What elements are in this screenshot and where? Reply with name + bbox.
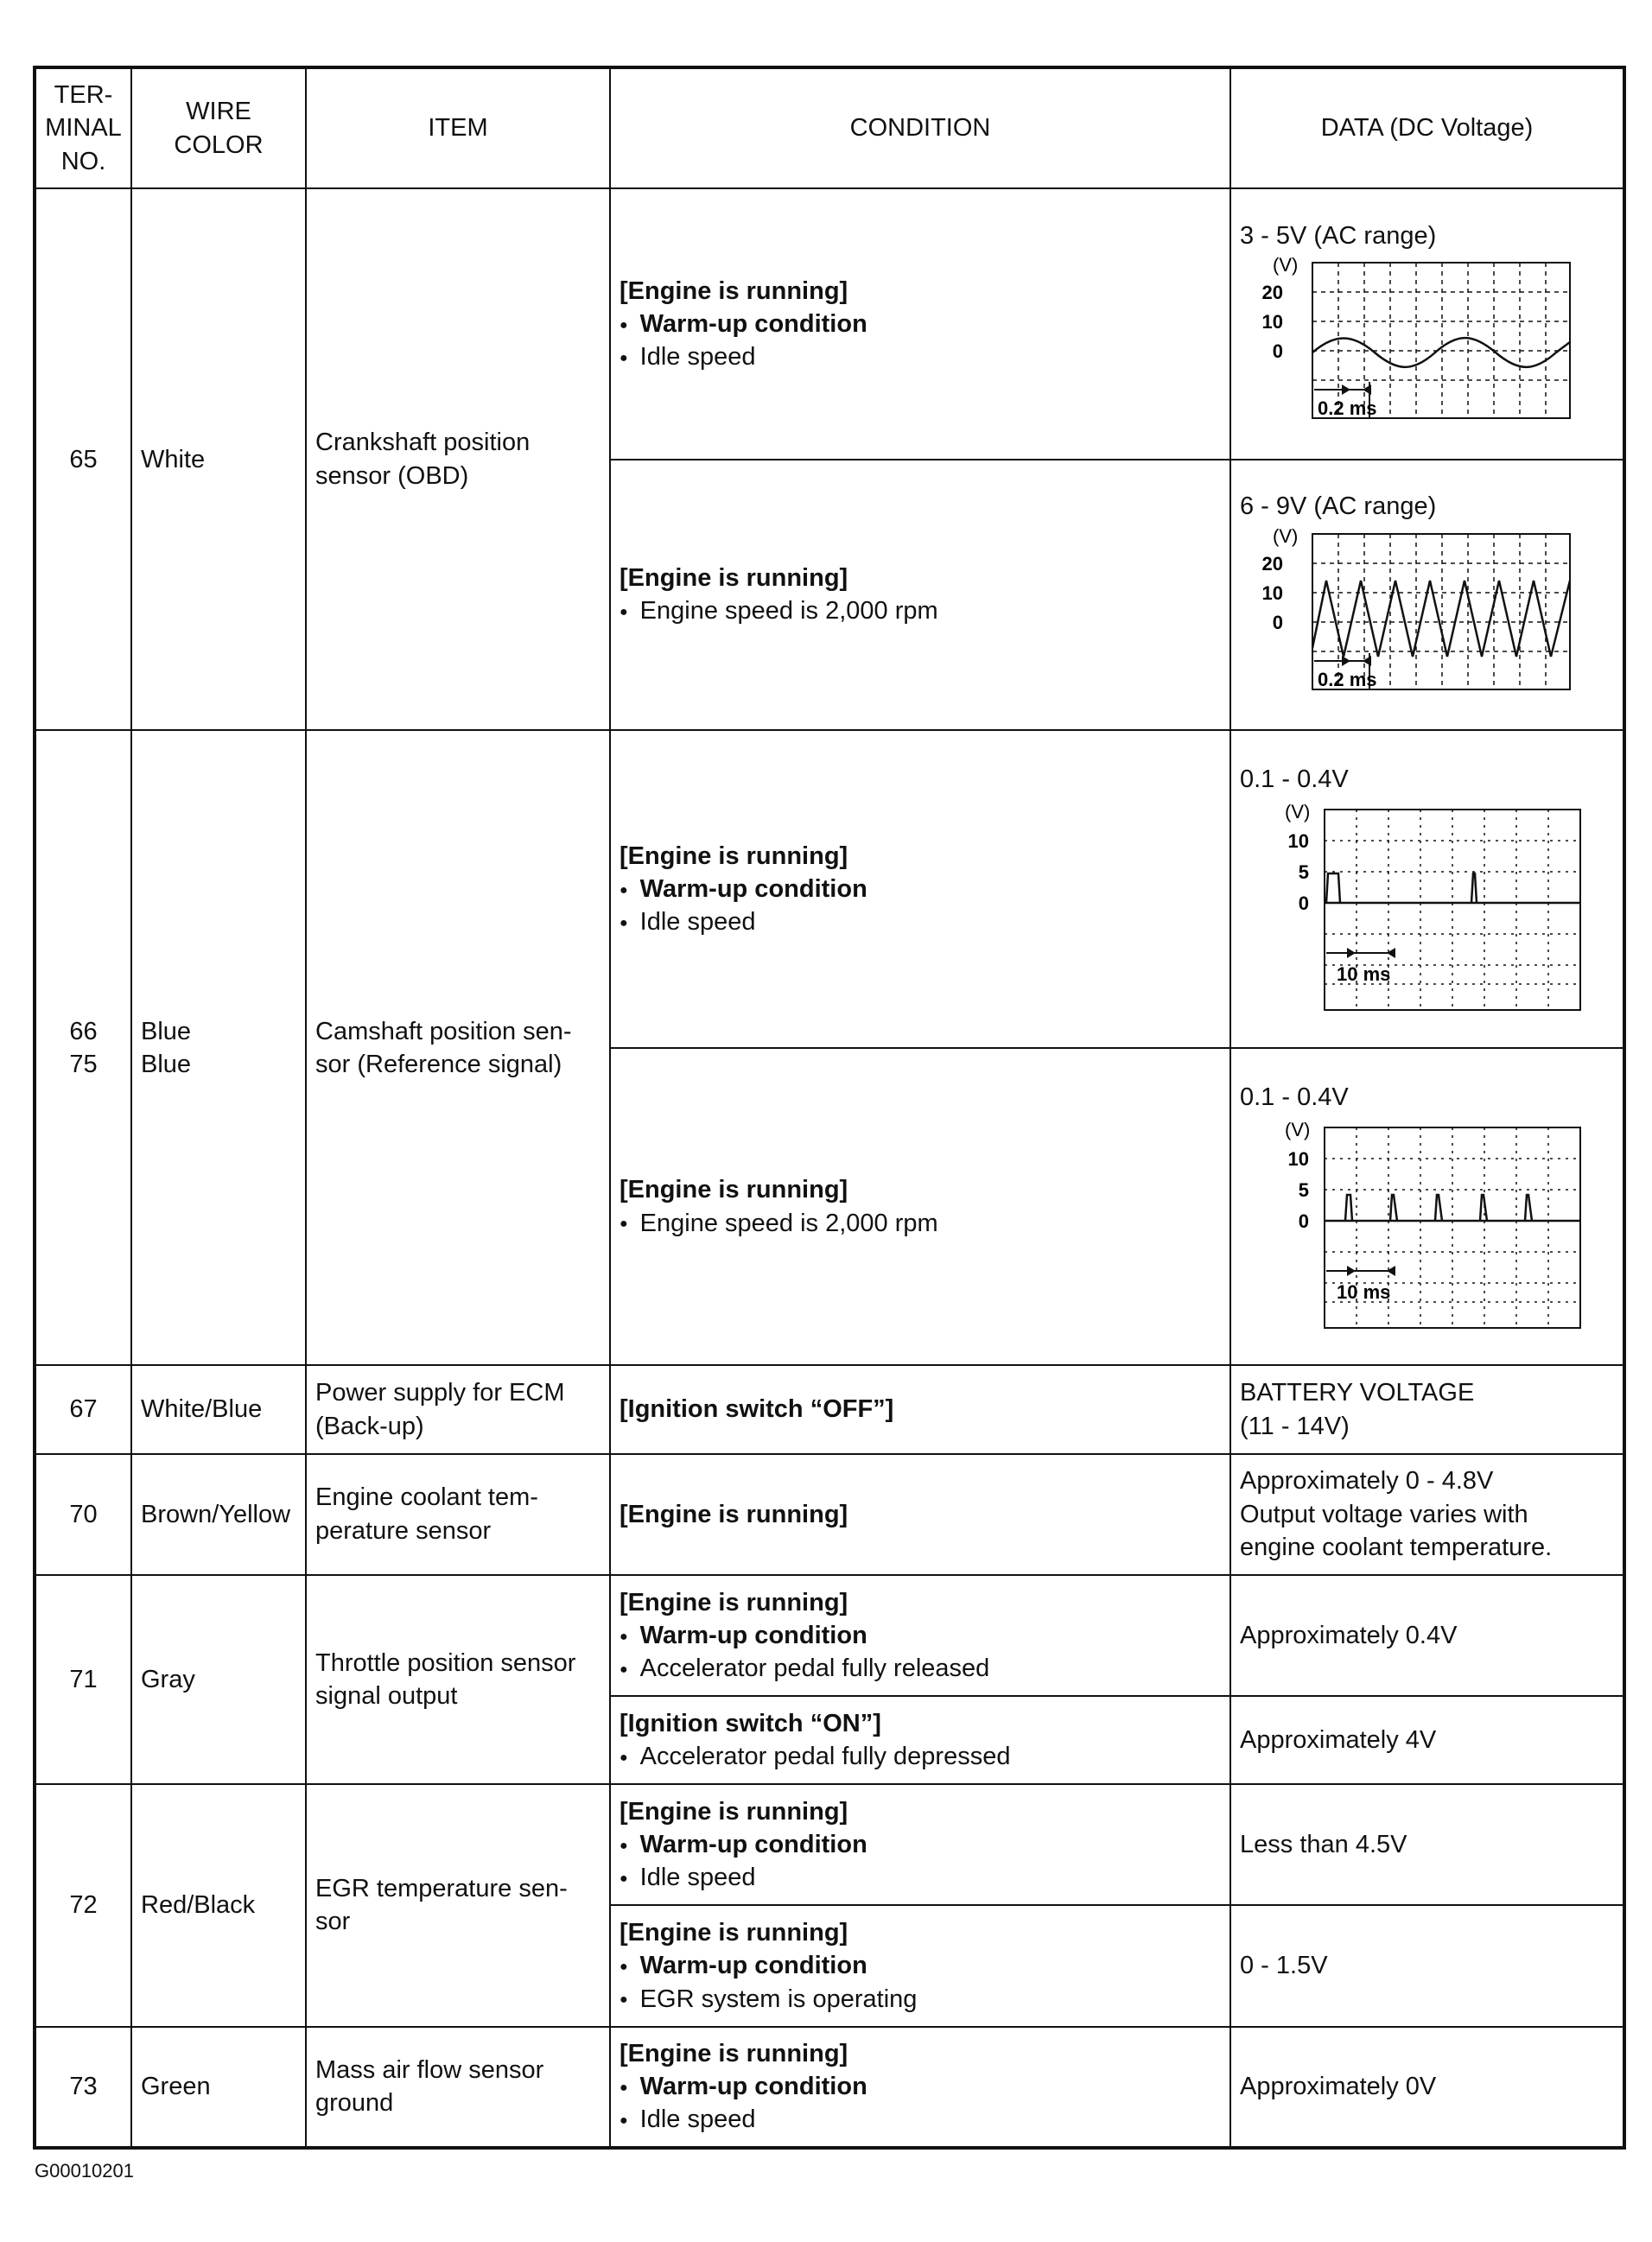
table-row xyxy=(35,1454,1624,1575)
condition-cell: [Engine is running] ● Warm-up condition ● Idle speed xyxy=(610,2027,1230,2148)
item-name: Camshaft position sen- sor (Reference signal) xyxy=(306,730,610,1365)
item-name: Throttle position sensor signal output xyxy=(306,1575,610,1784)
ac-waveform-idle xyxy=(1240,256,1603,429)
waveform-time-label: 0.2 ms xyxy=(1318,397,1377,420)
waveform-y-tick: 10 xyxy=(1261,581,1283,604)
condition-cell: [Ignition switch “OFF”] xyxy=(610,1365,1230,1453)
waveform-y-tick: 20 xyxy=(1261,282,1283,304)
header-item: ITEM xyxy=(306,67,610,188)
wire-color: White xyxy=(131,188,306,730)
terminal-no: 70 xyxy=(35,1454,131,1575)
condition-cell: [Ignition switch “ON”] ● Accelerator pedal fully depressed xyxy=(610,1696,1230,1784)
waveform-y-tick: 20 xyxy=(1261,552,1283,575)
condition-cell: [Engine is running] ● Warm-up condition ● EGR system is operating xyxy=(610,1905,1230,2026)
waveform-y-tick: 0 xyxy=(1298,1210,1309,1232)
pulse-waveform-idle xyxy=(1240,799,1603,1015)
data-cell: 0 - 1.5V xyxy=(1230,1905,1624,2026)
data-cell: Approximately 0V xyxy=(1230,2027,1624,2148)
waveform-time-label: 10 ms xyxy=(1337,1280,1391,1303)
wire-color: Blue Blue xyxy=(131,730,306,1365)
waveform-y-tick: 5 xyxy=(1298,1178,1309,1201)
wire-color: Brown/Yellow xyxy=(131,1454,306,1575)
figure-code: G00010201 xyxy=(35,2160,134,2182)
wire-color: White/Blue xyxy=(131,1365,306,1453)
header-row xyxy=(35,67,1624,188)
data-cell: 3 - 5V (AC range) (V) 20 10 0 0.2 ms xyxy=(1230,188,1624,460)
waveform-y-tick: 5 xyxy=(1298,861,1309,884)
ecm-terminal-table xyxy=(33,66,1626,2150)
waveform-unit: (V) xyxy=(1273,526,1299,547)
header-data: DATA (DC Voltage) xyxy=(1230,67,1624,188)
waveform-y-tick: 10 xyxy=(1287,830,1309,853)
terminal-no: 65 xyxy=(35,188,131,730)
table-row xyxy=(35,1784,1624,1905)
wire-color: Gray xyxy=(131,1575,306,1784)
waveform-y-tick: 0 xyxy=(1272,340,1283,363)
waveform-unit: (V) xyxy=(1285,1118,1311,1140)
waveform-y-tick: 10 xyxy=(1287,1147,1309,1170)
item-name: Mass air flow sensor ground xyxy=(306,2027,610,2148)
waveform-time-label: 0.2 ms xyxy=(1318,668,1377,690)
condition-cell: [Engine is running] ● Warm-up condition ● Idle speed xyxy=(610,730,1230,1048)
data-cell: Approximately 0 - 4.8V Output voltage varies with engine coolant temperature. xyxy=(1230,1454,1624,1575)
table-row xyxy=(35,1575,1624,1696)
waveform-y-tick: 0 xyxy=(1298,892,1309,915)
waveform-unit: (V) xyxy=(1285,801,1311,823)
wire-color: Red/Black xyxy=(131,1784,306,2026)
condition-cell: [Engine is running] ● Engine speed is 2,000 rpm xyxy=(610,460,1230,731)
item-name: EGR temperature sen- sor xyxy=(306,1784,610,2026)
header-wire-color: WIRE COLOR xyxy=(131,67,306,188)
terminal-no: 67 xyxy=(35,1365,131,1453)
header-terminal-no: TER- MINAL NO. xyxy=(35,67,131,188)
table-row xyxy=(35,2027,1624,2148)
waveform-y-tick: 0 xyxy=(1272,611,1283,633)
condition-cell: [Engine is running] ● Warm-up condition ● Idle speed xyxy=(610,1784,1230,1905)
terminal-no: 66 75 xyxy=(35,730,131,1365)
terminal-no: 72 xyxy=(35,1784,131,2026)
waveform-time-label: 10 ms xyxy=(1337,963,1391,986)
header-condition: CONDITION xyxy=(610,67,1230,188)
wire-color: Green xyxy=(131,2027,306,2148)
terminal-no: 71 xyxy=(35,1575,131,1784)
condition-cell: [Engine is running] ● Warm-up condition ● Idle speed xyxy=(610,188,1230,460)
waveform-unit: (V) xyxy=(1273,256,1299,276)
pulse-waveform-2000rpm xyxy=(1240,1117,1603,1333)
data-cell: BATTERY VOLTAGE (11 - 14V) xyxy=(1230,1365,1624,1453)
data-cell: 6 - 9V (AC range) (V) 20 10 0 0.2 ms xyxy=(1230,460,1624,731)
terminal-no: 73 xyxy=(35,2027,131,2148)
data-cell: Less than 4.5V xyxy=(1230,1784,1624,1905)
table-row xyxy=(35,730,1624,1048)
table-row xyxy=(35,188,1624,460)
waveform-y-tick: 10 xyxy=(1261,311,1283,333)
data-cell: Approximately 4V xyxy=(1230,1696,1624,1784)
condition-cell: [Engine is running] ● Engine speed is 2,000 rpm xyxy=(610,1048,1230,1366)
ac-waveform-2000rpm xyxy=(1240,527,1603,700)
item-name: Engine coolant tem- perature sensor xyxy=(306,1454,610,1575)
item-name: Power supply for ECM (Back-up) xyxy=(306,1365,610,1453)
data-cell: 0.1 - 0.4V (V) 10 5 0 10 ms xyxy=(1230,730,1624,1048)
item-name: Crankshaft position sensor (OBD) xyxy=(306,188,610,730)
table-row xyxy=(35,1365,1624,1453)
condition-cell: [Engine is running] ● Warm-up condition ● Accelerator pedal fully released xyxy=(610,1575,1230,1696)
condition-cell: [Engine is running] xyxy=(610,1454,1230,1575)
data-cell: 0.1 - 0.4V (V) 10 5 0 10 ms xyxy=(1230,1048,1624,1366)
data-cell: Approximately 0.4V xyxy=(1230,1575,1624,1696)
